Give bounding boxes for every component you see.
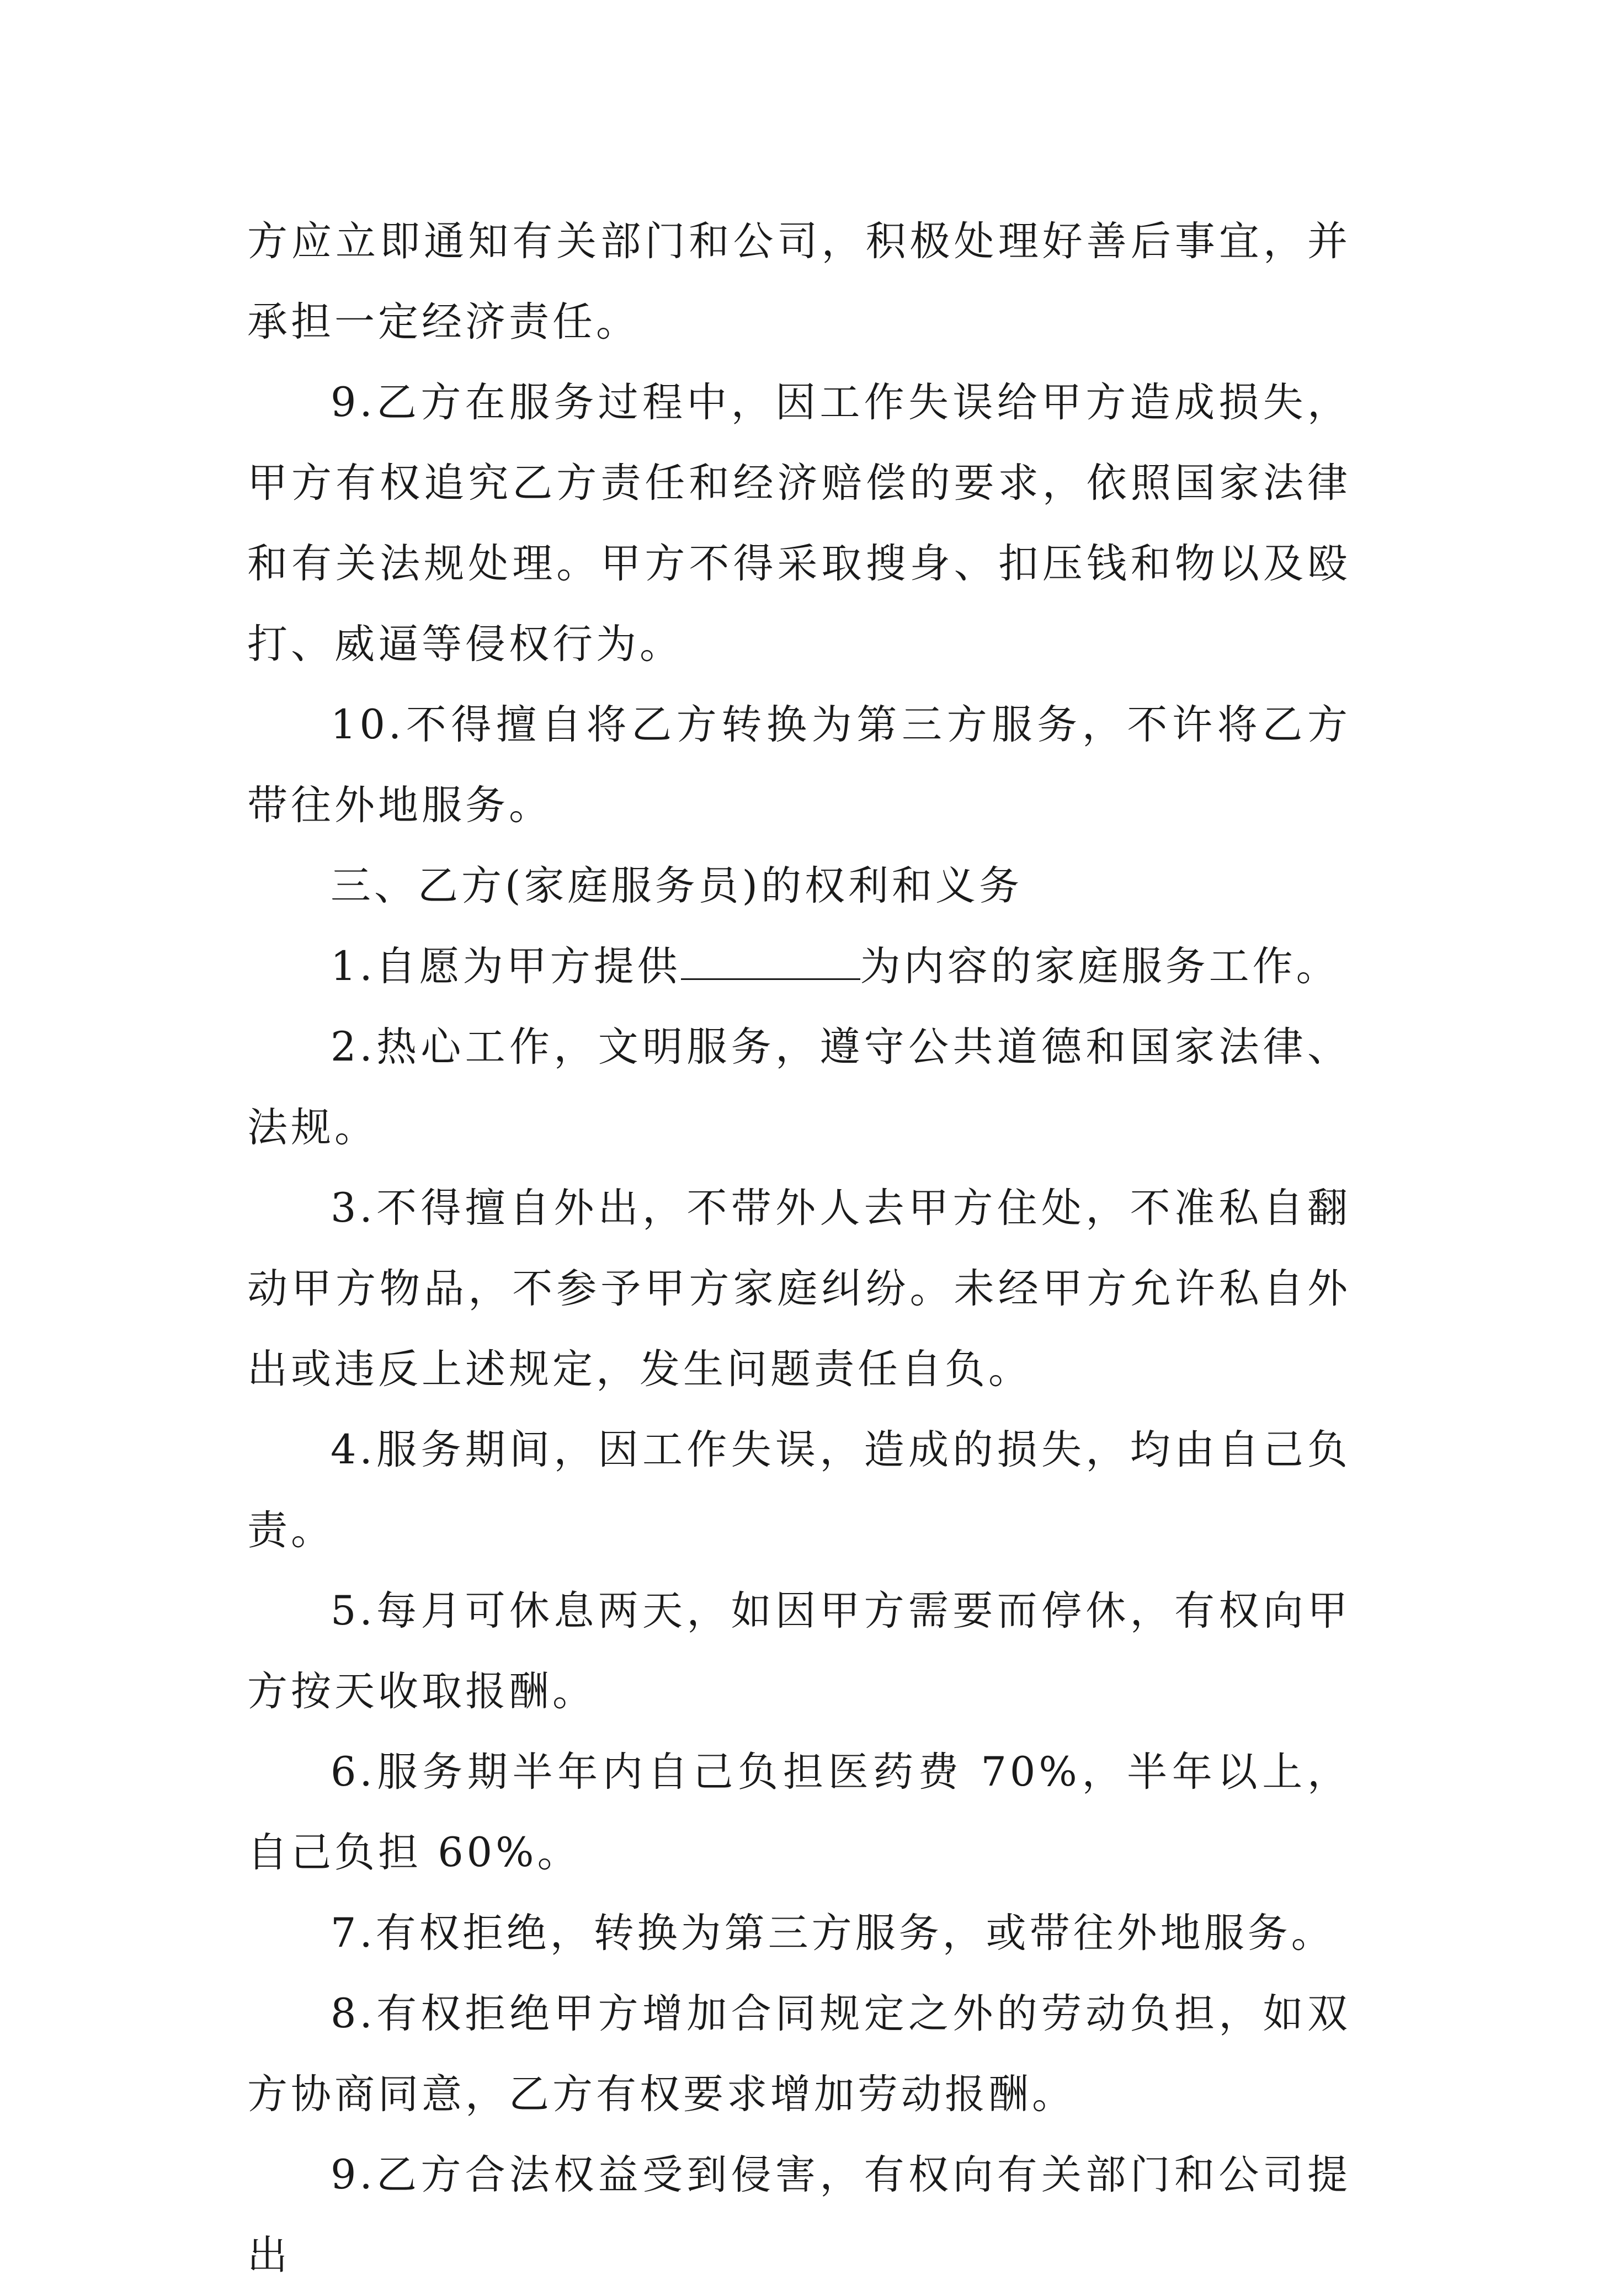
section-heading-party-b-rights: 三、乙方(家庭服务员)的权利和义务 — [331, 862, 1023, 909]
fill-in-blank — [681, 945, 860, 980]
item-1-text-after-blank: 为内容的家庭服务工作。 — [860, 943, 1340, 990]
paragraph-party-b-item-8: 8.有权拒绝甲方增加合同规定之外的劳动负担，如双方协商同意，乙方有权要求增加劳动报酬。 — [247, 1990, 1351, 2118]
paragraph-party-b-item-6: 6.服务期半年内自己负担医药费 70%，半年以上，自己负担 60%。 — [247, 1749, 1351, 1876]
paragraph-party-b-item-1 — [247, 926, 1351, 1007]
paragraph-continuation: 方应立即通知有关部门和公司，积极处理好善后事宜，并承担一定经济责任。 — [247, 218, 1351, 345]
paragraph-party-a-item-9: 9.乙方在服务过程中，因工作失误给甲方造成损失，甲方有权追究乙方责任和经济赔偿的要求，依照国家法律和有关法规处理。甲方不得采取搜身、扣压钱和物以及殴打、威逼等侵权行为。 — [247, 379, 1351, 668]
paragraph-party-b-item-4: 4.服务期间，因工作失误，造成的损失，均由自己负责。 — [247, 1426, 1351, 1554]
paragraph-party-b-item-5: 5.每月可休息两天，如因甲方需要而停休，有权向甲方按天收取报酬。 — [247, 1588, 1351, 1715]
document-page — [247, 201, 1351, 2296]
paragraph-party-b-item-2: 2.热心工作，文明服务，遵守公共道德和国家法律、法规。 — [247, 1024, 1351, 1151]
paragraph-party-b-item-9: 9.乙方合法权益受到侵害，有权向有关部门和公司提出 — [247, 2151, 1351, 2279]
paragraph-party-b-item-7: 7.有权拒绝，转换为第三方服务，或带往外地服务。 — [331, 1910, 1335, 1957]
paragraph-party-b-item-3: 3.不得擅自外出，不带外人去甲方住处，不准私自翻动甲方物品，不参予甲方家庭纠纷。未经甲方允许私自外出或违反上述规定，发生问题责任自负。 — [247, 1185, 1351, 1393]
item-1-text-before-blank: 1.自愿为甲方提供 — [331, 943, 681, 990]
paragraph-party-a-item-10: 10.不得擅自将乙方转换为第三方服务，不许将乙方带往外地服务。 — [247, 701, 1351, 829]
